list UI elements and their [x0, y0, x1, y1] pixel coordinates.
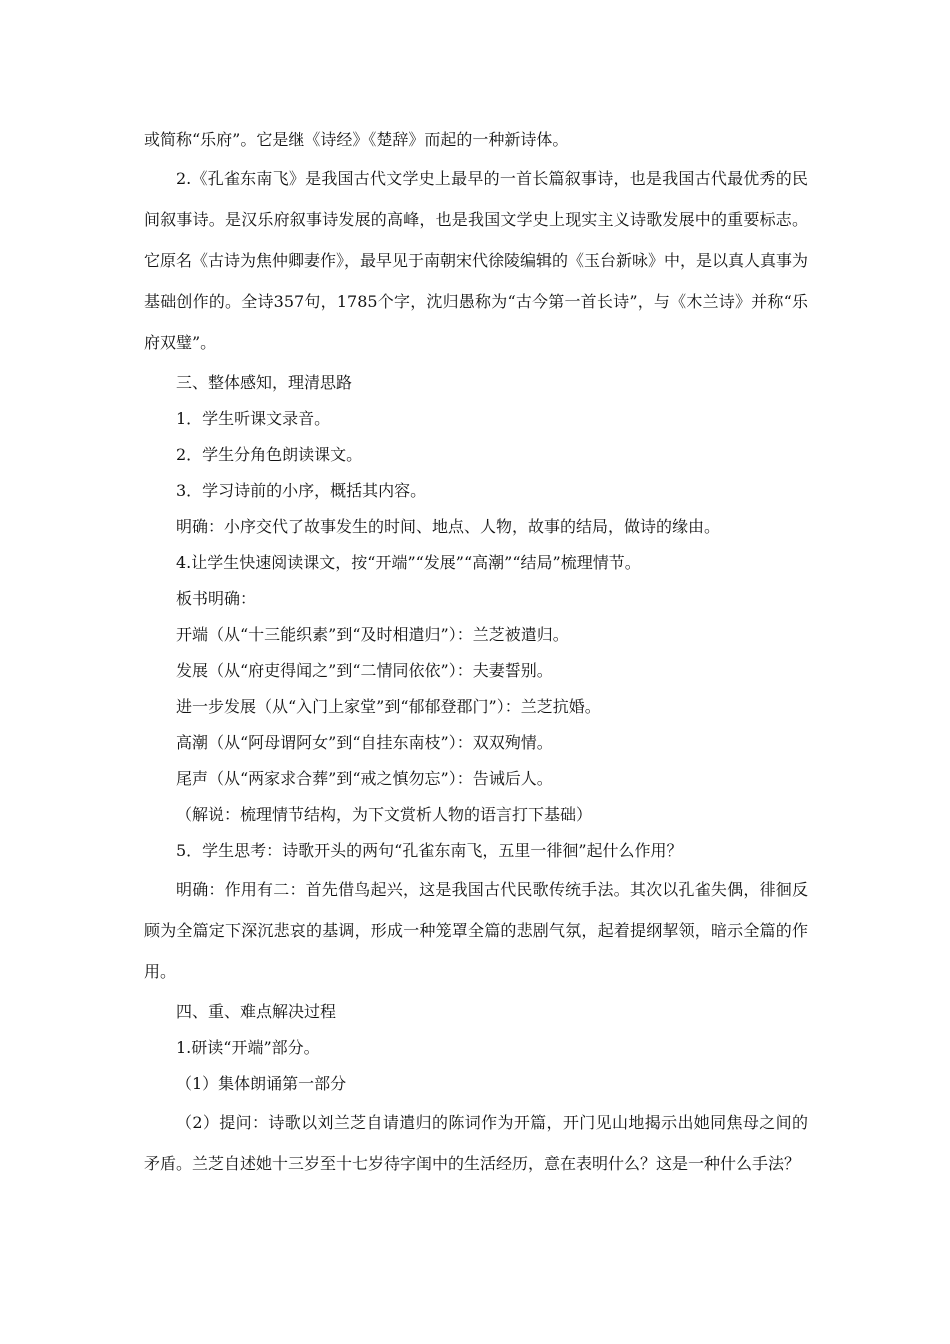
sub-item: （1）集体朗诵第一部分 — [176, 1074, 347, 1093]
plot-item-development: 发展（从“府吏得闻之”到“二情同依依”）：夫妻誓别。 — [176, 661, 553, 680]
section-heading-4: 四、重、难点解决过程 — [176, 1002, 337, 1021]
list-item: 1．学生听课文录音。 — [176, 409, 331, 428]
paragraph-clarification-effect: 明确：作用有二：首先借鸟起兴，这是我国古代民歌传统手法。其次以孔雀失偶，徘徊反顾为全篇定下深沉悲哀的基调，形成一种笼罩全篇的悲剧气氛，起着提纲挈领，暗示全篇的作用。 — [144, 880, 808, 981]
list-item: 1.研读“开端”部分。 — [176, 1038, 320, 1057]
list-item: 2．学生分角色朗读课文。 — [176, 445, 363, 464]
paragraph-yuefu-definition: 或简称“乐府”。它是继《诗经》《楚辞》而起的一种新诗体。 — [144, 130, 569, 149]
plot-item-beginning: 开端（从“十三能织素”到“及时相遣归”）：兰芝被遣归。 — [176, 625, 569, 644]
list-item: 5．学生思考：诗歌开头的两句“孔雀东南飞，五里一徘徊”起什么作用？ — [176, 841, 683, 860]
section-heading-3: 三、整体感知，理清思路 — [176, 373, 353, 392]
document-body — [144, 122, 808, 1184]
list-item: 4.让学生快速阅读课文，按“开端”“发展”“高潮”“结局”梳理情节。 — [176, 553, 641, 572]
list-item: 3．学习诗前的小序，概括其内容。 — [176, 481, 427, 500]
paragraph-clarification: 明确：小序交代了故事发生的时间、地点、人物，故事的结局，做诗的缘由。 — [176, 517, 721, 536]
plot-item-ending: 尾声（从“两家求合葬”到“戒之慎勿忘”）：告诫后人。 — [176, 769, 553, 788]
blackboard-heading: 板书明确： — [176, 589, 257, 608]
plot-item-further-development: 进一步发展（从“入门上家堂”到“郁郁登郡门”）：兰芝抗婚。 — [176, 697, 601, 716]
paragraph-commentary: （解说：梳理情节结构，为下文赏析人物的语言打下基础） — [176, 805, 593, 824]
paragraph-kongque-intro: 2.《孔雀东南飞》是我国古代文学史上最早的一首长篇叙事诗，也是我国古代最优秀的民间叙事诗。是汉乐府叙事诗发展的高峰，也是我国文学史上现实主义诗歌发展中的重要标志。它原名《古诗为焦仲卿妻作》，最早见于南朝宋代徐陵编辑的《玉台新咏》中，是以真人真事为基础创作的。全诗357句，1785个字，沈归愚称为“古今第一首长诗”，与《木兰诗》并称“乐府双璧”。 — [144, 169, 809, 352]
plot-item-climax: 高潮（从“阿母谓阿女”到“自挂东南枝”）：双双殉情。 — [176, 733, 553, 752]
paragraph-question: （2）提问：诗歌以刘兰芝自请遣归的陈词作为开篇，开门见山地揭示出她同焦母之间的矛盾。兰芝自述她十三岁至十七岁待字闺中的生活经历，意在表明什么？这是一种什么手法？ — [144, 1113, 808, 1173]
